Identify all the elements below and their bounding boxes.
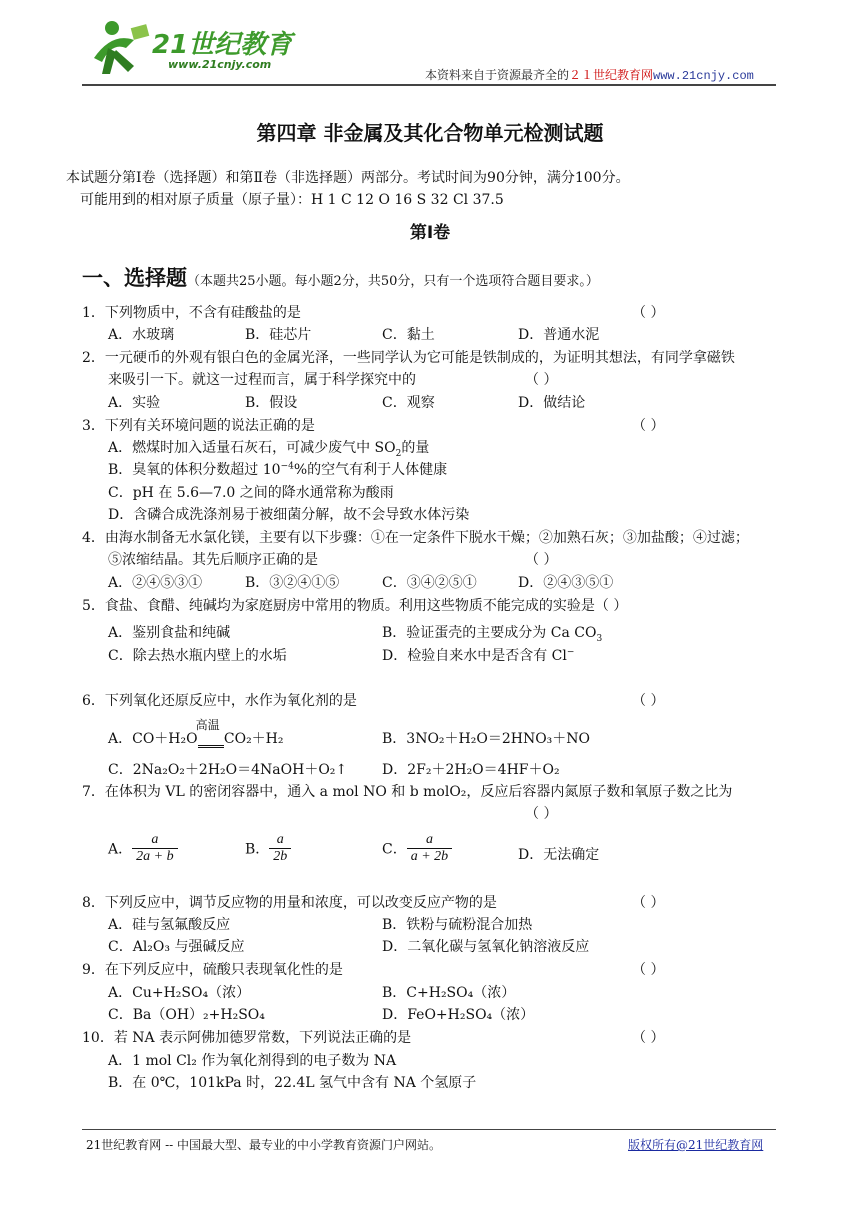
q3-answer-paren: （ ） [632,418,665,434]
q10-option-a: A．1 mol Cl₂ 作为氧化剂得到的电子数为 NA [108,1053,397,1069]
q2-answer-paren: （ ） [525,372,558,388]
logo-url: www.21cnjy.com [168,58,272,71]
q5-stem: 5．食盐、食醋、纯碱均为家庭厨房中常用的物质。利用这些物质不能完成的实验是（ ） [82,598,628,614]
q8-answer-paren: （ ） [632,895,665,911]
footer-rule [82,1129,776,1130]
q2-option-a: A．实验 [108,395,161,411]
q10-option-b: B．在 0℃，101kPa 时，22.4L 氢气中含有 NA 个氢原子 [108,1075,477,1091]
volume-heading: 第Ⅰ卷 [409,223,451,243]
footer-text: 21世纪教育网 -- 中国最大型、最专业的中小学教育资源门户网站。 [86,1138,442,1152]
q9-option-a: A．Cu+H₂SO₄（浓） [108,985,251,1001]
q2-option-d: D．做结论 [518,395,586,411]
q5-option-c: C．除去热水瓶内壁上的水垢 [108,648,287,664]
header-rule [82,84,776,86]
q1-option-c: C．黏土 [382,327,435,343]
header-note [425,66,754,83]
q4-stem-line-1: 4．由海水制备无水氯化镁，主要有以下步骤：①在一定条件下脱水干燥；②加熟石灰；③加盐酸；④过滤； [82,530,749,546]
q6-option-c: C．2Na₂O₂＋2H₂O＝4NaOH＋O₂↑ [108,762,348,778]
q7-stem: 7．在体积为 VL 的密闭容器中，通入 a mol NO 和 b molO₂，反应后容器内氮原子数和氧原子数之比为 [82,784,733,800]
q1-option-d: D．普通水泥 [518,327,600,343]
q5-option-a: A．鉴别食盐和纯碱 [108,625,231,641]
site-logo [82,18,297,80]
q6-stem: 6．下列氧化还原反应中，水作为氧化剂的是 [82,693,357,709]
q7-answer-paren: （ ） [525,806,558,822]
q6-option-a: A．CO＋H₂O 高温 CO₂＋H₂ [108,718,284,747]
header-note-red: ２１世纪教育网 [569,68,654,82]
q9-option-b: B．C+H₂SO₄（浓） [382,985,516,1001]
q3-option-c: C．pH 在 5.6—7.0 之间的降水通常称为酸雨 [108,485,394,501]
footer-copyright-link[interactable]: 版权所有@21世纪教育网 [628,1138,764,1152]
q2-stem-line-1: 2．一元硬币的外观有银白色的金属光泽，一些同学认为它可能是铁制成的，为证明其想法，有同学拿磁铁 [82,350,735,366]
q6-option-d: D．2F₂＋2H₂O＝4HF＋O₂ [382,762,560,778]
q10-stem: 10．若 NA 表示阿佛加德罗常数，下列说法正确的是 [82,1030,412,1046]
q7-option-a: A． $\frac{a}{2a + b}$ [108,832,178,865]
q3-stem: 3．下列有关环境问题的说法正确的是 [82,418,315,434]
q4-option-b: B．③②④①⑤ [245,575,340,591]
q1-answer-paren: （ ） [632,305,665,321]
q4-option-a: A．②④⑤③① [108,575,203,591]
section-title: 一、选择题 [82,266,187,290]
section-heading [82,262,599,292]
q8-option-c: C．Al₂O₃ 与强碱反应 [108,939,245,955]
q7-option-d: D．无法确定 [518,847,600,863]
page-title: 第四章 非金属及其化合物单元检测试题 [256,121,604,145]
q4-answer-paren: （ ） [525,552,558,568]
q5-option-b: B．验证蛋壳的主要成分为 Ca $CO_3$ [382,625,603,644]
q7-option-c: C． $\frac{a}{a + 2b}$ [382,832,452,865]
q8-option-d: D．二氧化碳与氢氧化钠溶液反应 [382,939,590,955]
q9-stem: 9．在下列反应中，硫酸只表现氧化性的是 [82,962,343,978]
q8-stem: 8．下列反应中，调节反应物的用量和浓度，可以改变反应产物的是 [82,895,497,911]
q1-option-a: A．水玻璃 [108,327,175,343]
header-note-url[interactable]: www.21cnjy.com [653,69,754,83]
q1-stem: 1．下列物质中，不含有硅酸盐的是 [82,305,301,321]
q3-option-b: B．臭氧的体积分数超过 $10^{-4}\%$的空气有利于人体健康 [108,461,448,478]
q3-option-d: D．含磷合成洗涤剂易于被细菌分解，故不会导致水体污染 [108,507,470,523]
q4-option-c: C．③④②⑤① [382,575,477,591]
q1-option-b: B．硅芯片 [245,327,312,343]
q6-option-b: B．3NO₂＋H₂O＝2HNO₃＋NO [382,731,591,747]
q6-answer-paren: （ ） [632,693,665,709]
logo-text: 21世纪教育 [152,30,293,60]
q9-option-c: C．Ba（OH）₂+H₂SO₄ [108,1007,265,1023]
q8-option-a: A．硅与氢氟酸反应 [108,917,231,933]
q2-option-c: C．观察 [382,395,435,411]
q9-option-d: D．FeO+H₂SO₄（浓） [382,1007,535,1023]
intro-line-1: 本试题分第Ⅰ卷（选择题）和第Ⅱ卷（非选择题）两部分。考试时间为90分钟，满分100分。 [66,170,630,186]
q8-option-b: B．铁粉与硫粉混合加热 [382,917,533,933]
q3-option-a: A．燃煤时加入适量石灰石，可减少废气中 $SO_2$的量 [108,440,430,459]
q4-option-d: D．②④③⑤① [518,575,614,591]
q2-option-b: B．假设 [245,395,298,411]
q5-option-d: D．检验自来水中是否含有 Cl− [382,647,575,664]
q4-stem-line-2: ⑤浓缩结晶。其先后顺序正确的是 [108,552,318,568]
intro-line-2: 可能用到的相对原子质量（原子量）：H 1 C 12 O 16 S 32 Cl 37.5 [80,192,504,208]
q9-answer-paren: （ ） [632,962,665,978]
q2-stem-line-2: 来吸引一下。就这一过程而言，属于科学探究中的 [108,372,416,388]
section-note: （本题共25小题。每小题2分，共50分，只有一个选项符合题目要求。） [187,274,599,289]
header-note-prefix: 本资料来自于资源最齐全的 [425,68,570,82]
q7-option-b: B． $\frac{a}{2b}$ [245,832,291,865]
q6-reaction-condition: 高温 [195,718,220,732]
q10-answer-paren: （ ） [632,1030,665,1046]
